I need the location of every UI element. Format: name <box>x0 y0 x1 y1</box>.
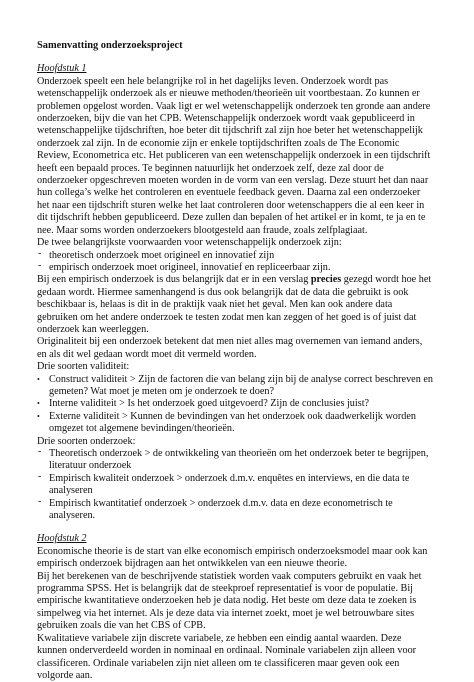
validity-list <box>37 374 434 436</box>
paragraph: Kwalitatieve variabele zijn discrete variabele, ze hebben een eindig aantal waarden. Deze kunnen onderverdeeld worden in nominaal en ordinaal. Nominale variabelen zijn alleen voor classificeren. Ordinale variabelen zijn niet alleen om te classificeren maar geven ook een volgorde aan. <box>37 632 417 681</box>
section-hoofdstuk-1 <box>37 63 434 522</box>
list-item: • Interne validiteit > Is het onderzoek goed uitgevoerd? Zijn de conclusies juist? <box>37 398 434 410</box>
list-item: - Empirisch kwantitatief onderzoek > onderzoek d.m.v. data en deze econometrisch te analyseren. <box>37 498 434 523</box>
paragraph: Economische theorie is de start van elke economisch empirisch onderzoeksmodel maar ook kan empirisch onderzoek bijdragen aan het ontwikkelen van een nieuwe theorie. <box>37 545 428 570</box>
dash-list <box>37 250 434 275</box>
list-item: • Externe validiteit > Kunnen de bevindingen van het onderzoek ook daadwerkelijk worden omgezet tot algemene bevindingen/theorieën. <box>37 411 434 436</box>
list-item: - empirisch onderzoek moet origineel, innovatief en repliceerbaar zijn. <box>37 262 434 274</box>
list-item: - Empirisch kwaliteit onderzoek > onderzoek d.m.v. enquêtes en interviews, en die data te analyseren <box>37 473 434 498</box>
paragraph-text: gezegd wordt hoe het gedaan wordt. Hiermee samenhangend is dus ook belangrijk dat de data die gebruikt is ook beschikbaar is, helaas is dit in de praktijk vaak niet het geval. Men kan ook andere data gebruiken om het andere onderzoek te testen zodat men kan zeggen of het goed is of juist dat onderzoek kan weerleggen. <box>37 274 432 335</box>
paragraph: Originaliteit bij een onderzoek betekent dat men niet alles mag overnemen van iemand anders, en als dit wel gedaan wordt moet dit vermeld worden. <box>37 336 423 360</box>
list-item: - Theoretisch onderzoek > de ontwikkeling van theorieën om het onderzoek beter te begrijpen, literatuur onderzoek <box>37 448 434 473</box>
document-title: Samenvatting onderzoeksproject <box>37 40 183 51</box>
paragraph: De twee belangrijkste voorwaarden voor wetenschappelijk onderzoek zijn: <box>37 237 342 249</box>
section-hoofdstuk-2 <box>37 533 434 682</box>
section-heading: Hoofdstuk 2 <box>37 533 87 545</box>
paragraph <box>37 274 434 336</box>
list-item: - theoretisch onderzoek moet origineel en innovatief zijn <box>37 250 434 262</box>
paragraph-text: Bij een empirisch onderzoek is dus belangrijk dat er in een verslag <box>37 274 311 286</box>
paragraph: Onderzoek speelt een hele belangrijke rol in het dagelijks leven. Onderzoek wordt pas wetenschappelijk onderzoek als er nieuwe methoden/theorieën uit voortbestaan. Zo kunnen er problemen opgelost worden. Vaak ligt er wel wetenschappelijk onderzoek ten gronde aan andere onderzoeken, bijv die van het CPB. Wetenschappelijk onderzoek wordt vaak gepubliceerd in wetenschappelijke tijdschriften, hoe beter dit tijdschrift zal zijn hoe beter het wetenschappelijk onderzoek zal zijn. In de economie zijn er enkele toptijdschriften zoals de The Economic Review, Econometrica etc. Het publiceren van een wetenschappelijk onderzoek in een tijdschrift heeft een bepaald proces. Te beginnen natuurlijk het onderzoek zelf, deze zal door de onderzoeker opgeschreven moeten worden in de vorm van een verslag. Deze stuurt het dan naar hun collega’s welke het controleren en eventuele feedback geven. Daarna zal een onderzoeker het naar een tijdschrift sturen welke het laat controleren door wetenschappers die al een keer in dit tijdschrift hebben gepubliceerd. Deze zullen dan bepalen of het artikel er in komt, te ja en te nee. Maar soms worden onderzoekers blootgesteld aan fraude, zoals zelfplagiaat. <box>37 75 431 236</box>
list-item: • Construct validiteit > Zijn de factoren die van belang zijn bij de analyse correct beschreven en gemeten? Wat moet je meten om je onderzoek te doen? <box>37 374 434 399</box>
paragraph: Drie soorten validiteit: <box>37 361 130 373</box>
bold-text: precies <box>310 274 342 286</box>
paragraph: Drie soorten onderzoek: <box>37 435 136 447</box>
research-type-list <box>37 448 434 522</box>
section-heading: Hoofdstuk 1 <box>37 63 87 75</box>
paragraph: Bij het berekenen van de beschrijvende statistiek worden vaak computers gebruikt en vaak het programma SPSS. Het is belangrijk dat de steekproef representatief is voor de populatie. Bij empirische kwantitatieve onderzoeken heb je data nodig. Het beste om deze data te zoeken is simpelweg via het internet. Als je deze data via internet zoekt, moet je wel betrouwbare sites gebruiken zoals die van het CBS of CPB. <box>37 570 422 632</box>
